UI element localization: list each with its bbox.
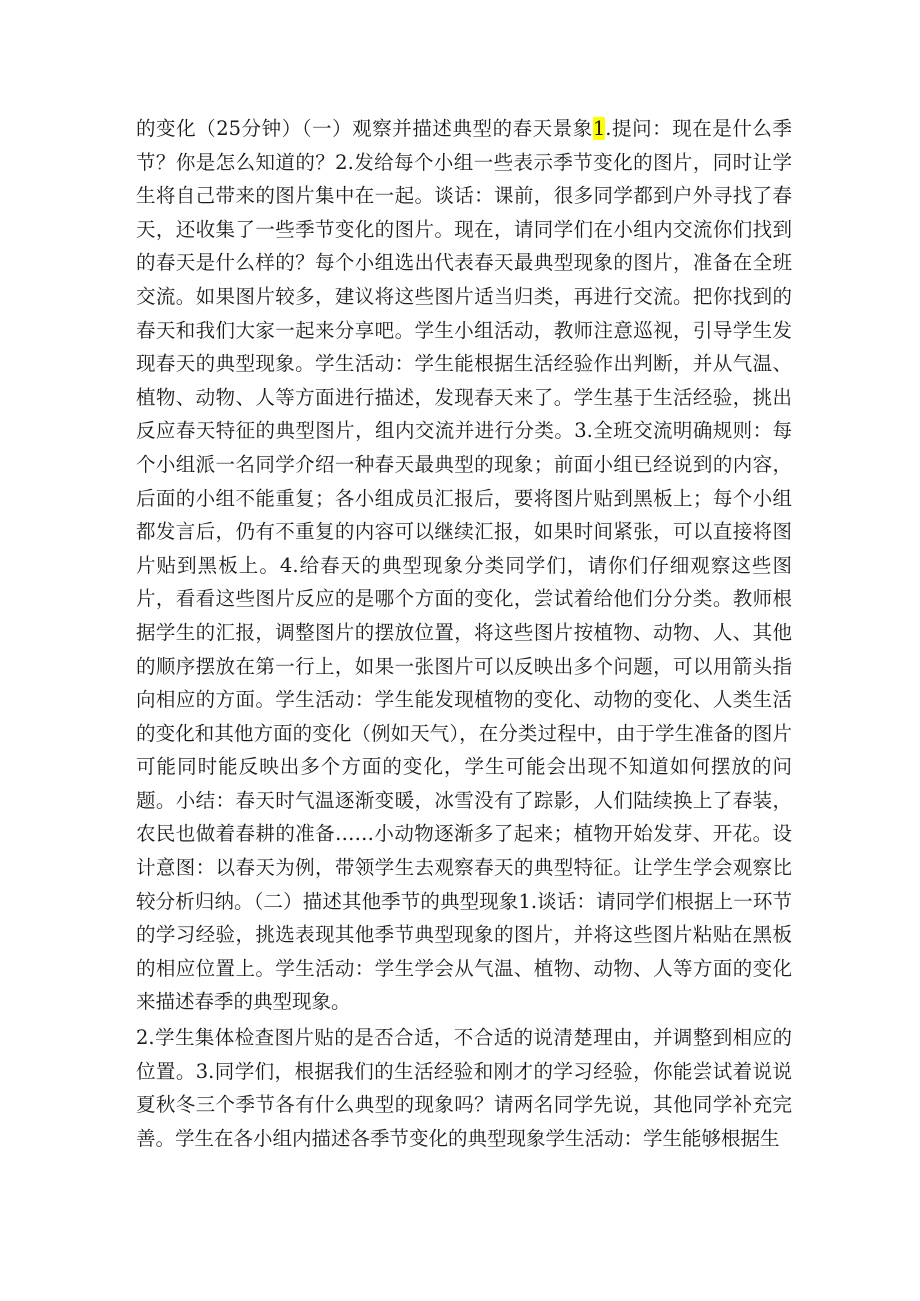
- paragraph: [136, 112, 792, 1019]
- paragraph: 2.学生集体检查图片贴的是否合适，不合适的说清楚理由，并调整到相应的位置。3.同学们，根据我们的生活经验和刚才的学习经验，你能尝试着说说夏秋冬三个季节各有什么典型的现象吗？请两名同学先说，其他同学补充完善。学生在各小组内描述各季节变化的典型现象学生活动：学生能够根据生: [136, 1026, 792, 1150]
- paragraph-text-rest: .提问：现在是什么季节？你是怎么知道的？2.发给每个小组一些表示季节变化的图片，同时让学生将自己带来的图片集中在一起。谈话：课前，很多同学都到户外寻找了春天，还收集了一些季节变化的图片。现在，请同学们在小组内交流你们找到的春天是什么样的？每个小组选出代表春天最典型现象的图片，准备在全班交流。如果图片较多，建议将这些图片适当归类，再进行交流。把你找到的春天和我们大家一起来分享吧。学生小组活动，教师注意巡视，引导学生发现春天的典型现象。学生活动：学生能根据生活经验作出判断，并从气温、植物、动物、人等方面进行描述，发现春天来了。学生基于生活经验，挑出反应春天特征的典型图片，组内交流并进行分类。3.全班交流明确规则：每个小组派一名同学介绍一种春天最典型的现象；前面小组已经说到的内容，后面的小组不能重复；各小组成员汇报后，要将图片贴到黑板上；每个小组都发言后，仍有不重复的内容可以继续汇报，如果时间紧张，可以直接将图片贴到黑板上。4.给春天的典型现象分类同学们，请你们仔细观察这些图片，看看这些图片反应的是哪个方面的变化，尝试着给他们分分类。教师根据学生的汇报，调整图片的摆放位置，将这些图片按植物、动物、人、其他的顺序摆放在第一行上，如果一张图片可以反映出多个问题，可以用箭头指向相应的方面。学生活动：学生能发现植物的变化、动物的变化、人类生活的变化和其他方面的变化（例如天气），在分类过程中，由于学生准备的图片可能同时能反映出多个方面的变化，学生可能会出现不知道如何摆放的问题。小结：春天时气温逐渐变暖，冰雪没有了踪影，人们陆续换上了春装，农民也做着春耕的准备……小动物逐渐多了起来；植物开始发芽、开花。设计意图：以春天为例，带领学生去观察春天的典型特征。让学生学会观察比较分析归纳。（二）描述其他季节的典型现象1.谈话：请同学们根据上一环节的学习经验，挑选表现其他季节典型现象的图片，并将这些图片粘贴在黑板的相应位置上。学生活动：学生学会从气温、植物、动物、人等方面的变化来描述春季的典型现象。: [136, 117, 792, 1014]
- paragraph-text-start: 的变化（25分钟）（一）观察并描述典型的春天景象: [136, 117, 593, 140]
- highlighted-text: 1: [592, 117, 606, 140]
- document-body: [136, 112, 792, 1155]
